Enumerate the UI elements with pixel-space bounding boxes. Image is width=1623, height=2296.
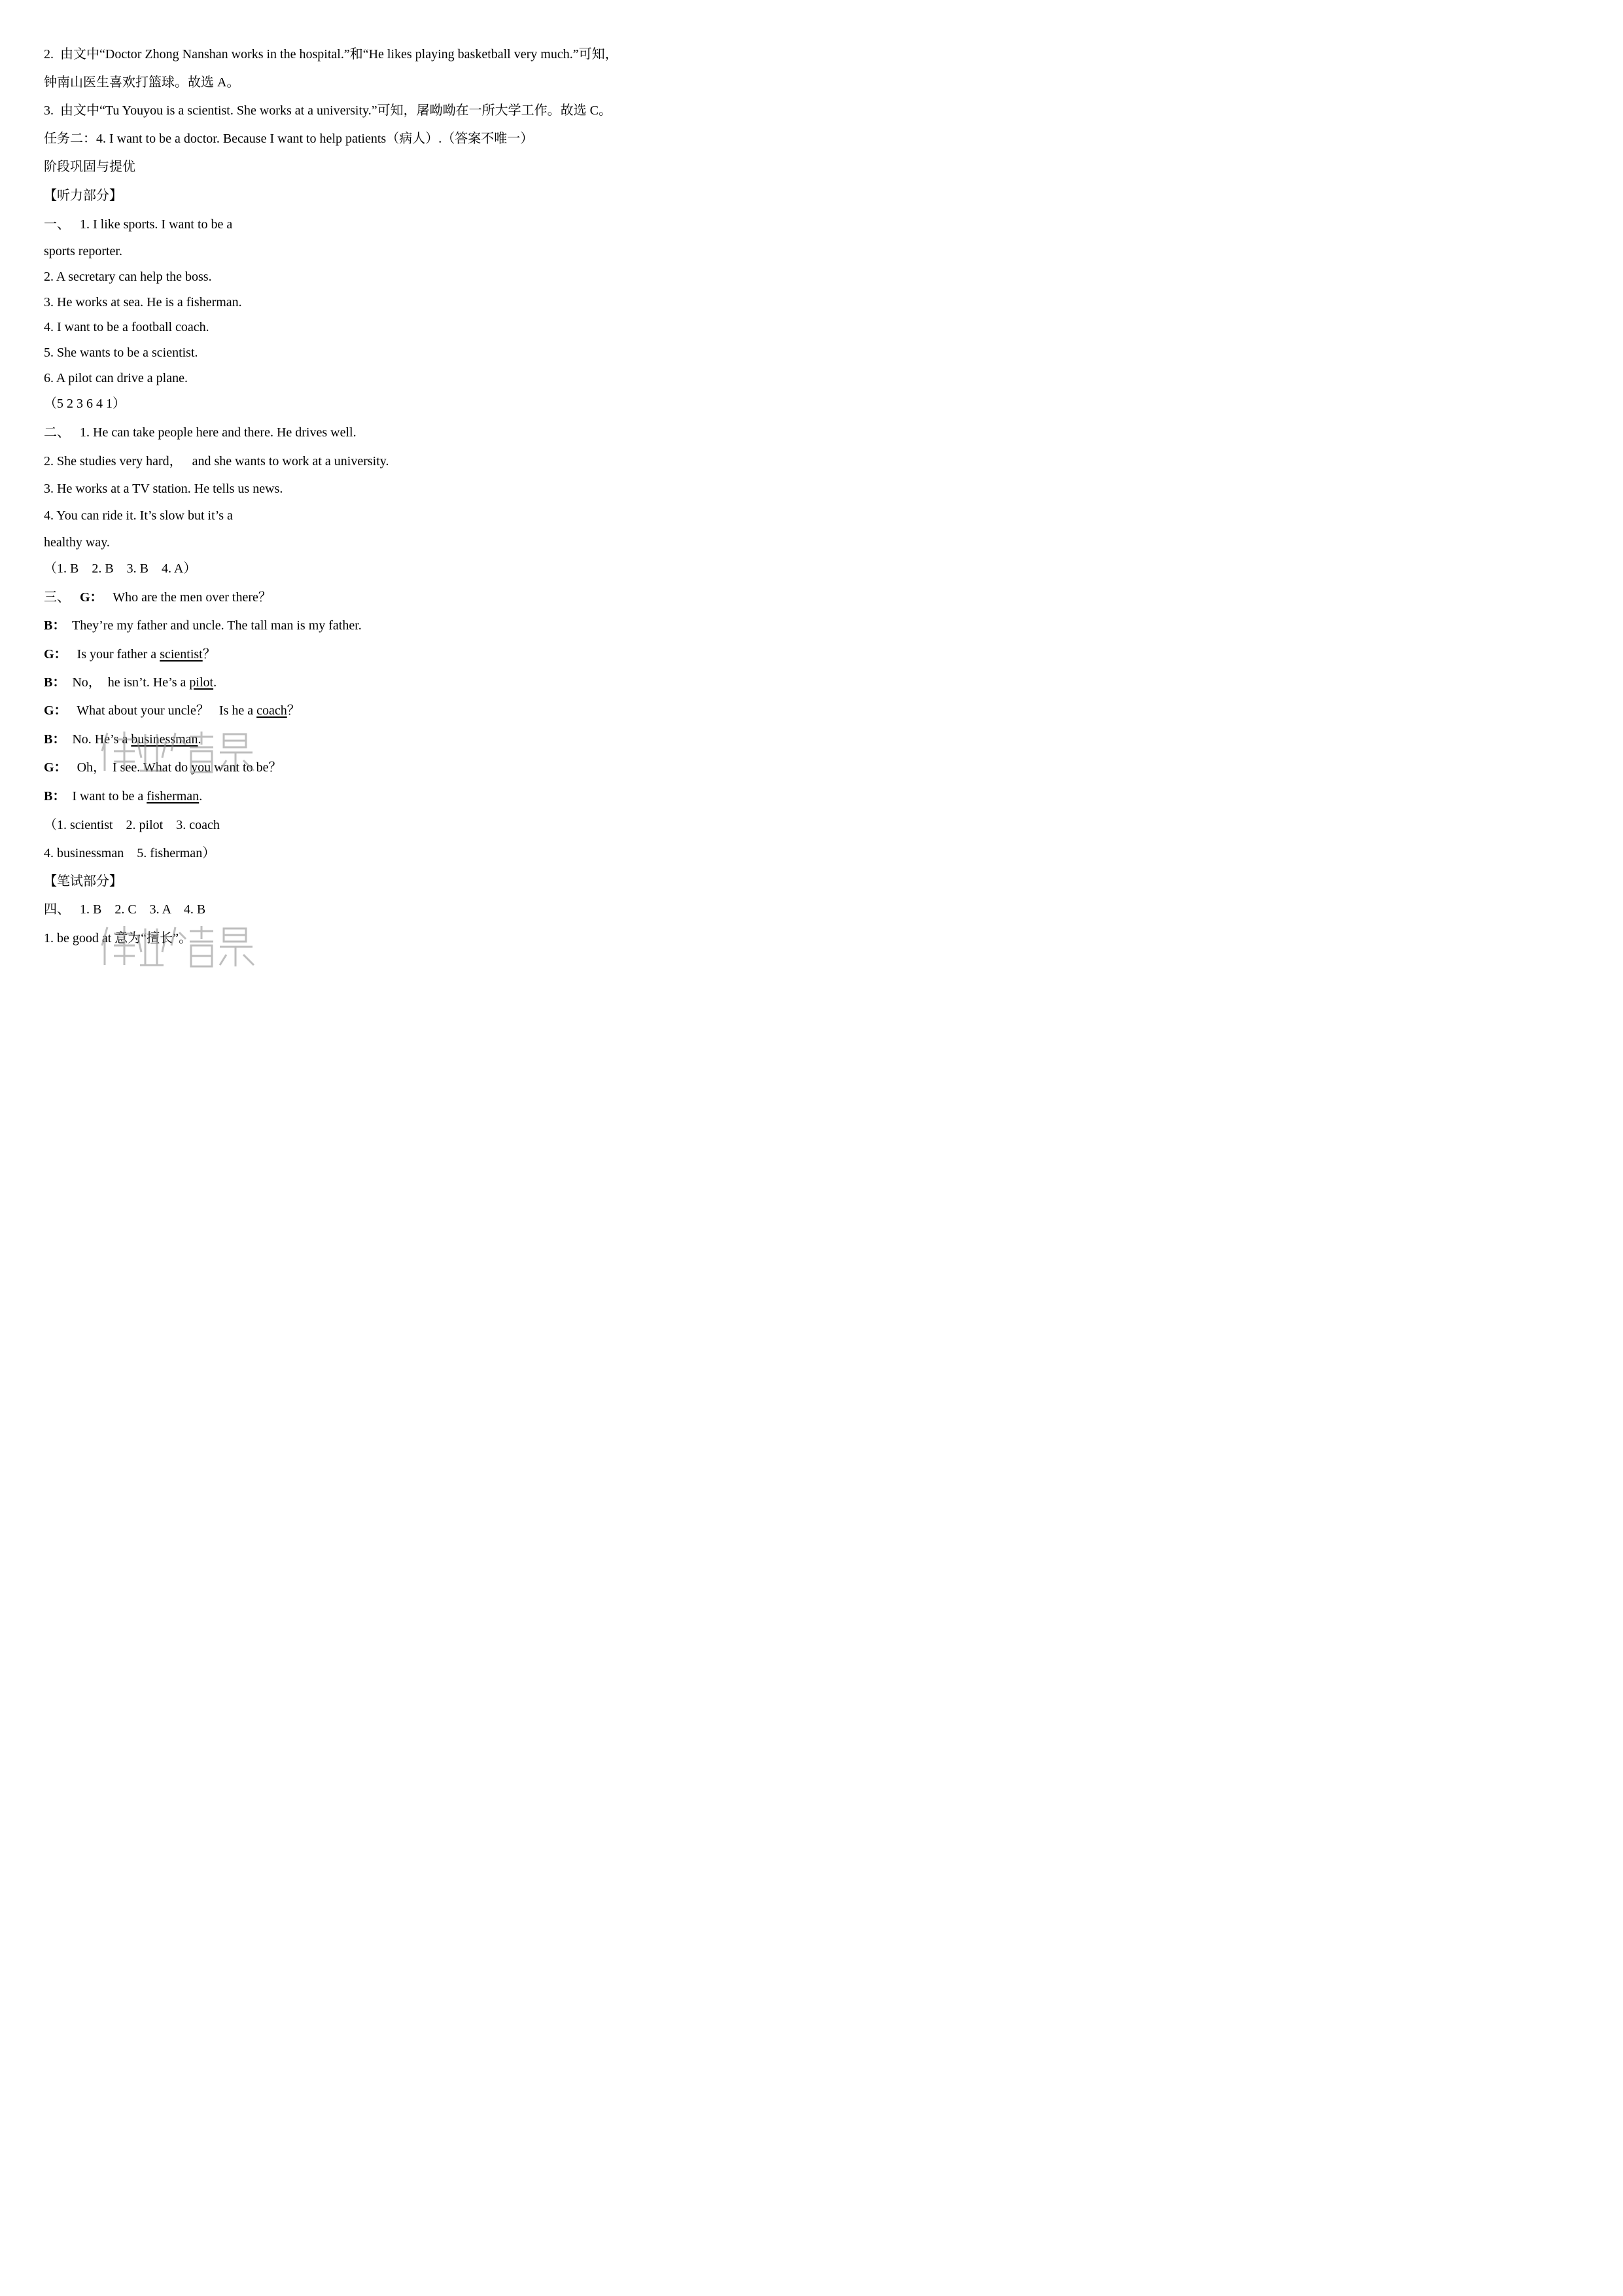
s2-line-3: 3. He works at a TV station. He tells us news.: [44, 482, 283, 496]
s2-line-5: healthy way.: [44, 535, 110, 550]
s3-answer-1: （1. scientist 2. pilot 3. coach: [44, 818, 220, 832]
s1-answer: （5 2 3 6 4 1）: [44, 397, 126, 411]
speaker-label: B：: [44, 789, 66, 804]
dialog-line: [44, 674, 217, 691]
s1-line-3: 2. A secretary can help the boss.: [44, 270, 212, 284]
answer-word: scientist: [160, 647, 203, 662]
written-heading: 【笔试部分】: [44, 874, 122, 889]
dialog-text: ？: [202, 647, 216, 662]
s1-line-6: 5. She wants to be a scientist.: [44, 345, 198, 360]
intro-line-1: 2. 由文中“Doctor Zhong Nanshan works in the hospital.”和“He likes playing basketball very much.”可知，: [44, 47, 618, 62]
dialog-line: [44, 702, 300, 719]
dialog-text: Is your father a: [77, 647, 160, 662]
s1-line-7: 6. A pilot can drive a plane.: [44, 371, 188, 385]
dialog-text: No. He’s a: [72, 732, 131, 747]
intro-line-2: 钟南山医生喜欢打篮球。故选 A。: [44, 75, 240, 90]
answer-word: fisherman: [147, 789, 200, 804]
s4-note: 1. be good at 意为“擅长”。: [44, 931, 192, 945]
speaker-label: G：: [44, 647, 67, 662]
dialog-text: I want to be a: [72, 789, 147, 804]
watermark-logo: [98, 725, 262, 777]
listening-heading: 【听力部分】: [44, 188, 122, 203]
s2-line-1: 二、 1. He can take people here and there. He drives well.: [44, 425, 357, 440]
intro-line-3: 3. 由文中“Tu Youyou is a scientist. She works at a university.”可知，屠呦呦在一所大学工作。故选 C。: [44, 103, 612, 118]
answer-word: coach: [256, 703, 287, 718]
s3-label: 三、: [44, 590, 70, 605]
s1-line-2: sports reporter.: [44, 244, 122, 258]
dialog-line: [44, 589, 271, 606]
dialog-text: They’re my father and uncle. The tall man is my father.: [71, 618, 362, 633]
dialog-text: .: [199, 789, 203, 804]
dialog-text: Oh， I see. What do you want to be？: [77, 760, 282, 775]
dialog-line: [44, 646, 216, 663]
s3-answer-2: 4. businessman 5. fisherman）: [44, 846, 216, 860]
dialog-line: [44, 788, 202, 805]
s2-line-4: 4. You can ride it. It’s slow but it’s a: [44, 508, 233, 523]
dialog-text: No， he isn’t. He’s a: [72, 675, 190, 690]
watermark-logo: [98, 919, 262, 972]
answer-word: businessman: [131, 732, 198, 747]
dialog-text: What about your uncle？ Is he a: [77, 703, 257, 718]
s2-answer: （1. B 2. B 3. B 4. A）: [44, 561, 197, 576]
s4-answers: 四、 1. B 2. C 3. A 4. B: [44, 902, 206, 917]
speaker-label: G：: [80, 590, 103, 605]
s1-line-4: 3. He works at sea. He is a fisherman.: [44, 295, 242, 309]
s1-line-1: 一、 1. I like sports. I want to be a: [44, 217, 233, 232]
speaker-label: B：: [44, 675, 66, 690]
speaker-label: G：: [44, 760, 67, 775]
speaker-label: B：: [44, 618, 66, 633]
dialog-line: [44, 617, 362, 634]
intro-line-4: 任务二：4. I want to be a doctor. Because I want to help patients（病人）.（答案不唯一）: [44, 132, 534, 146]
dialog-text: .: [213, 675, 217, 690]
section-title: 阶段巩固与提优: [44, 160, 135, 174]
s2-line-2: 2. She studies very hard， and she wants to work at a university.: [44, 454, 389, 468]
speaker-label: B：: [44, 732, 66, 747]
dialog-text: .: [198, 732, 201, 747]
s1-line-5: 4. I want to be a football coach.: [44, 320, 209, 334]
speaker-label: G：: [44, 703, 67, 718]
dialog-text: Who are the men over there？: [113, 590, 271, 605]
answer-word: pilot: [189, 675, 214, 690]
dialog-text: ？: [287, 703, 300, 718]
